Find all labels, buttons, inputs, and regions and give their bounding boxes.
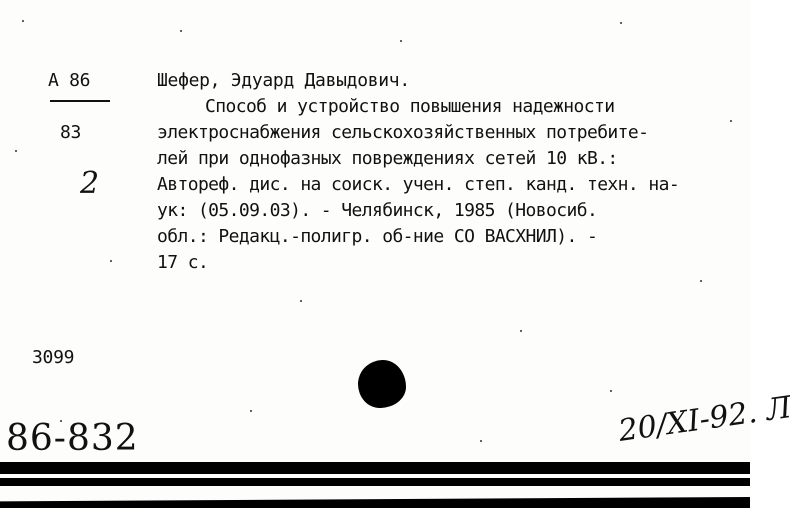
body-line: Способ и устройство повышения надежности: [205, 96, 615, 117]
inventory-number: 3099: [32, 347, 75, 368]
body-line: электроснабжения сельскохозяйственных потребите-: [157, 122, 649, 143]
body-line: обл.: Редакц.-полигр. об-ние СО ВАСХНИЛ). -: [157, 226, 598, 247]
scan-speck: [520, 330, 522, 332]
scan-speck: [180, 30, 182, 32]
scan-speck: [610, 390, 612, 392]
call-number-sub: 83: [60, 122, 82, 143]
scan-speck: [110, 260, 112, 262]
body-line: лей при однофазных повреждениях сетей 10 кВ.:: [157, 148, 618, 169]
scan-speck: [620, 22, 622, 24]
copy-mark: 2: [80, 166, 100, 201]
card-bottom-shadow: [0, 497, 750, 508]
card-bottom-edge: [0, 462, 750, 474]
scan-speck: [700, 280, 702, 282]
scan-speck: [300, 300, 302, 302]
ink-blot: [358, 360, 406, 408]
scan-speck: [480, 440, 482, 442]
scan-speck: [250, 410, 252, 412]
call-number-divider: [50, 100, 110, 102]
scan-speck: [22, 20, 24, 22]
card-bottom-edge: [0, 478, 750, 486]
author-heading: Шефер, Эдуард Давыдович.: [157, 70, 410, 91]
body-line: Автореф. дис. на соиск. учен. степ. канд. техн. на-: [157, 174, 680, 195]
scan-speck: [730, 120, 732, 122]
scan-speck: [400, 40, 402, 42]
call-number: А 86: [48, 70, 91, 91]
handwritten-number: 86-832: [6, 418, 139, 459]
body-line: ук: (05.09.03). - Челябинск, 1985 (Новосиб.: [157, 200, 598, 221]
scan-speck: [15, 150, 17, 152]
handwritten-date: 20/XI-92. Л: [616, 390, 794, 449]
body-line: 17 с.: [157, 252, 209, 273]
